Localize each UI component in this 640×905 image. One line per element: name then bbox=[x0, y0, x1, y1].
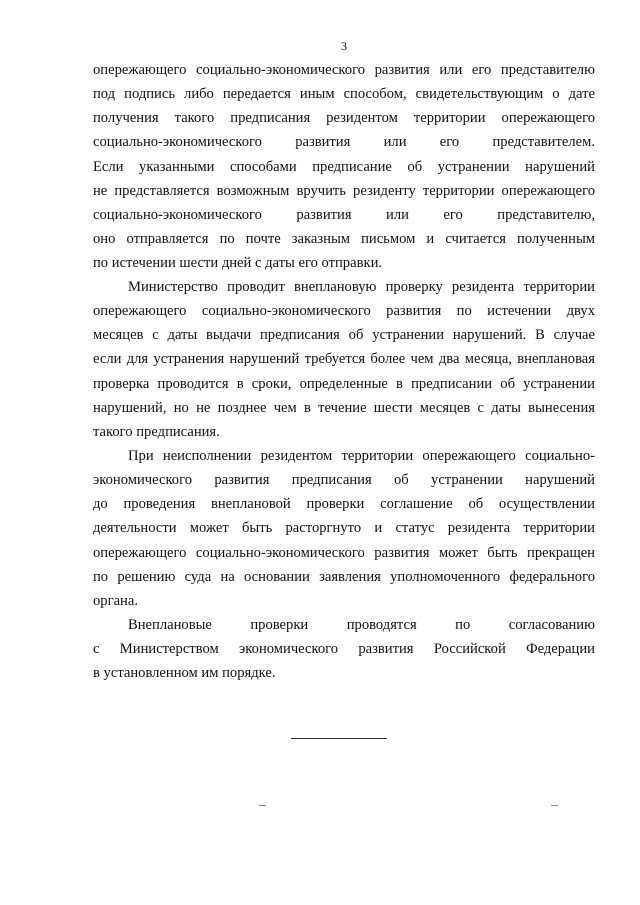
paragraph-line: опережающего социально-экономического развития может быть прекращен bbox=[93, 544, 595, 561]
paragraph-line: Если указанными способами предписание об устранении нарушений bbox=[93, 158, 595, 175]
end-separator-line bbox=[291, 738, 387, 739]
paragraph-line: оно отправляется по почте заказным письмом и считается полученным bbox=[93, 230, 595, 247]
paragraph-line: Внеплановые проверки проводятся по согласованию bbox=[128, 617, 595, 633]
paragraph-line: Министерство проводит внеплановую проверку резидента территории bbox=[128, 279, 595, 295]
paragraph-line: под подпись либо передается иным способом, свидетельствующим о дате bbox=[93, 86, 595, 103]
paragraph-3 bbox=[93, 444, 595, 613]
paragraph-line: социально-экономического развития или его представителю, bbox=[93, 206, 595, 223]
paragraph-line: месяцев с даты выдачи предписания об устранении нарушений. В случае bbox=[93, 327, 595, 344]
scan-speck bbox=[259, 805, 266, 806]
paragraph-line: в установленном им порядке. bbox=[93, 665, 276, 682]
paragraph-line: если для устранения нарушений требуется более чем два месяца, внеплановая bbox=[93, 351, 595, 368]
paragraph-line: по решению суда на основании заявления уполномоченного федерального bbox=[93, 568, 595, 585]
paragraph-line: до проведения внеплановой проверки соглашение об осуществлении bbox=[93, 496, 595, 513]
paragraph-line: социально-экономического развития или его представителем. bbox=[93, 134, 595, 151]
paragraph-line: не представляется возможным вручить резиденту территории опережающего bbox=[93, 182, 595, 199]
paragraph-line: по истечении шести дней с даты его отправки. bbox=[93, 255, 383, 272]
paragraph-line: опережающего социально-экономического развития или его представителю bbox=[93, 62, 595, 78]
paragraph-line: органа. bbox=[93, 592, 138, 609]
paragraph-line: с Министерством экономического развития Российской Федерации bbox=[93, 641, 595, 658]
paragraph-line: такого предписания. bbox=[93, 423, 220, 440]
page-number: 3 bbox=[341, 39, 347, 53]
paragraph-1 bbox=[93, 58, 595, 275]
paragraph-line: При неисполнении резидентом территории опережающего социально- bbox=[128, 448, 595, 464]
paragraph-line: опережающего социально-экономического развития по истечении двух bbox=[93, 303, 595, 320]
paragraph-line: нарушений, но не позднее чем в течение шести месяцев с даты вынесения bbox=[93, 399, 595, 416]
paragraph-line: получения такого предписания резидентом территории опережающего bbox=[93, 110, 595, 127]
paragraph-line: экономического развития предписания об устранении нарушений bbox=[93, 472, 595, 489]
paragraph-line: деятельности может быть расторгнуто и статус резидента территории bbox=[93, 520, 595, 537]
scan-speck bbox=[551, 805, 558, 806]
paragraph-line: проверка проводится в сроки, определенные в предписании об устранении bbox=[93, 375, 595, 392]
paragraph-2 bbox=[93, 275, 595, 444]
paragraph-4 bbox=[93, 613, 595, 685]
